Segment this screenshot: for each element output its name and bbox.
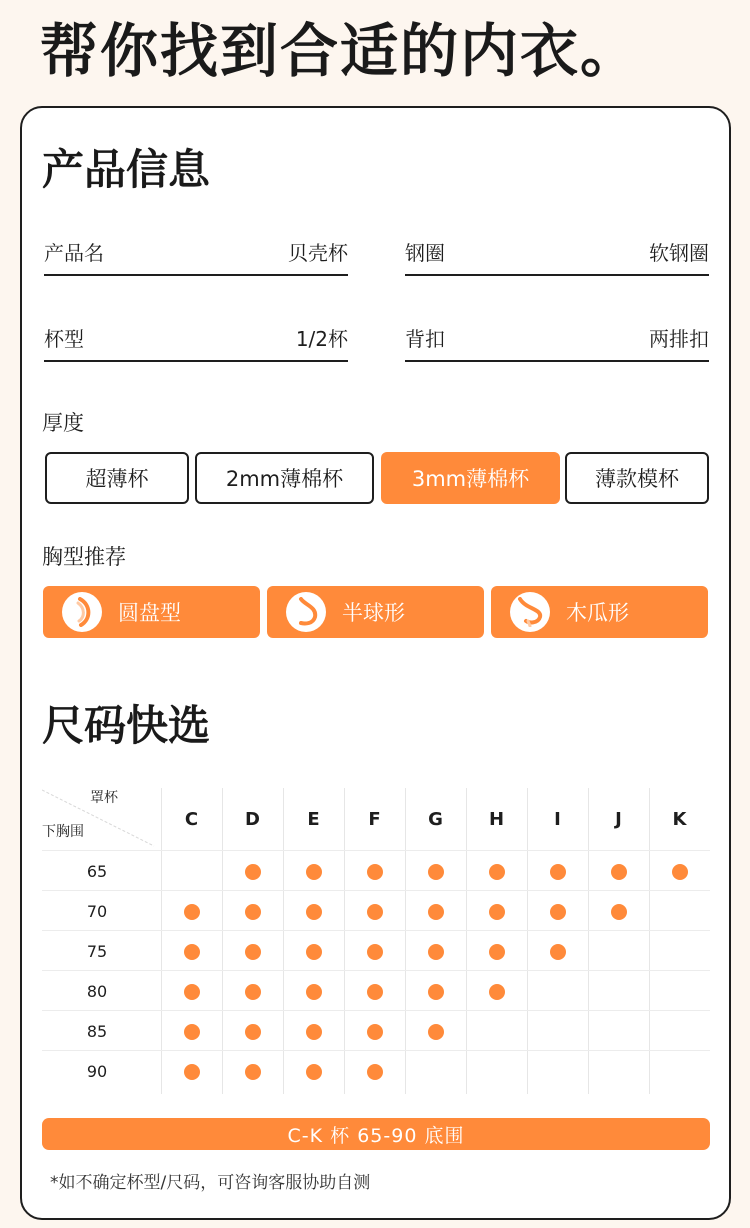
- size-available-dot[interactable]: [367, 904, 383, 920]
- band-size-label: 75: [86, 941, 108, 961]
- product-card: [20, 106, 731, 1220]
- size-range-bar: C-K 杯 65-90 底围: [42, 1118, 710, 1150]
- band-size-label: 70: [86, 901, 108, 921]
- thickness-label: 厚度: [42, 411, 84, 435]
- size-available-dot[interactable]: [489, 864, 505, 880]
- info-label: 钢圈: [405, 241, 445, 265]
- shape-option-papaya[interactable]: [491, 586, 708, 638]
- size-available-dot[interactable]: [428, 944, 444, 960]
- corner-band-label: 下胸围: [42, 824, 84, 840]
- info-value: 贝壳杯: [288, 241, 348, 265]
- band-size-label: 80: [86, 981, 108, 1001]
- size-row: [42, 890, 710, 930]
- size-table: [42, 788, 710, 1094]
- cup-column-header: F: [368, 808, 381, 830]
- info-value: 软钢圈: [649, 241, 709, 265]
- size-available-dot[interactable]: [245, 1064, 261, 1080]
- size-available-dot[interactable]: [306, 1024, 322, 1040]
- size-available-dot[interactable]: [245, 1024, 261, 1040]
- size-available-dot[interactable]: [184, 904, 200, 920]
- size-available-dot[interactable]: [306, 944, 322, 960]
- size-available-dot[interactable]: [367, 944, 383, 960]
- size-available-dot[interactable]: [550, 944, 566, 960]
- info-label: 产品名: [44, 241, 104, 265]
- size-available-dot[interactable]: [611, 864, 627, 880]
- papaya-breast-icon: [510, 592, 550, 632]
- size-available-dot[interactable]: [428, 864, 444, 880]
- cup-column-header: C: [184, 808, 199, 830]
- size-available-dot[interactable]: [306, 1064, 322, 1080]
- corner-cup-label: 罩杯: [90, 790, 118, 806]
- round-breast-icon: [62, 592, 102, 632]
- info-value: 1/2杯: [295, 327, 348, 351]
- size-available-dot[interactable]: [184, 1024, 200, 1040]
- cup-column-header: J: [615, 808, 622, 830]
- page-headline: 帮你找到合适的内衣。: [40, 17, 641, 85]
- info-label: 杯型: [44, 327, 84, 351]
- info-label: 背扣: [405, 327, 445, 351]
- info-row-back-clasp: [405, 318, 709, 362]
- cup-column-header: E: [307, 808, 320, 830]
- size-available-dot[interactable]: [367, 984, 383, 1000]
- hemisphere-breast-icon: [286, 592, 326, 632]
- size-available-dot[interactable]: [184, 944, 200, 960]
- info-row-product-name: [44, 232, 348, 276]
- size-table-header: [42, 788, 710, 850]
- cup-column-header: H: [488, 808, 505, 830]
- size-available-dot[interactable]: [428, 984, 444, 1000]
- shape-option-round[interactable]: [43, 586, 260, 638]
- size-available-dot[interactable]: [428, 904, 444, 920]
- size-available-dot[interactable]: [672, 864, 688, 880]
- size-available-dot[interactable]: [428, 1024, 444, 1040]
- size-chart-title: 尺码快选: [42, 701, 211, 750]
- cup-column-header: K: [672, 808, 687, 830]
- shape-option-hemisphere[interactable]: [267, 586, 484, 638]
- size-row: [42, 930, 710, 970]
- size-footnote: *如不确定杯型/尺码，可咨询客服协助自测: [50, 1173, 371, 1193]
- size-available-dot[interactable]: [489, 904, 505, 920]
- cup-column-header: I: [554, 808, 561, 830]
- breast-shape-label: 胸型推荐: [42, 545, 126, 569]
- size-available-dot[interactable]: [367, 864, 383, 880]
- thickness-option-thin-molded[interactable]: 薄款模杯: [565, 452, 709, 504]
- band-size-label: 90: [86, 1061, 108, 1081]
- info-row-cup-type: [44, 318, 348, 362]
- thickness-option-2mm[interactable]: 2mm薄棉杯: [195, 452, 374, 504]
- size-available-dot[interactable]: [245, 904, 261, 920]
- size-available-dot[interactable]: [184, 1064, 200, 1080]
- size-row: [42, 850, 710, 890]
- info-row-underwire: [405, 232, 709, 276]
- size-available-dot[interactable]: [489, 944, 505, 960]
- size-row: [42, 970, 710, 1010]
- thickness-option-ultra-thin[interactable]: 超薄杯: [45, 452, 189, 504]
- thickness-option-3mm[interactable]: 3mm薄棉杯: [381, 452, 560, 504]
- size-available-dot[interactable]: [550, 904, 566, 920]
- size-available-dot[interactable]: [245, 944, 261, 960]
- size-available-dot[interactable]: [245, 864, 261, 880]
- size-available-dot[interactable]: [611, 904, 627, 920]
- size-available-dot[interactable]: [245, 984, 261, 1000]
- size-row: [42, 1010, 710, 1050]
- band-size-label: 85: [86, 1021, 108, 1041]
- shape-option-label: 半球形: [342, 601, 405, 625]
- info-value: 两排扣: [649, 327, 709, 351]
- size-available-dot[interactable]: [184, 984, 200, 1000]
- size-table-corner: [42, 788, 161, 850]
- size-available-dot[interactable]: [489, 984, 505, 1000]
- product-info-title: 产品信息: [42, 145, 211, 194]
- size-available-dot[interactable]: [306, 904, 322, 920]
- size-available-dot[interactable]: [306, 864, 322, 880]
- band-size-label: 65: [86, 861, 108, 881]
- shape-option-label: 圆盘型: [118, 601, 181, 625]
- size-available-dot[interactable]: [367, 1024, 383, 1040]
- size-available-dot[interactable]: [550, 864, 566, 880]
- size-available-dot[interactable]: [306, 984, 322, 1000]
- shape-option-label: 木瓜形: [566, 601, 629, 625]
- cup-column-header: G: [428, 808, 443, 830]
- cup-column-header: D: [245, 808, 260, 830]
- size-available-dot[interactable]: [367, 1064, 383, 1080]
- size-row: [42, 1050, 710, 1090]
